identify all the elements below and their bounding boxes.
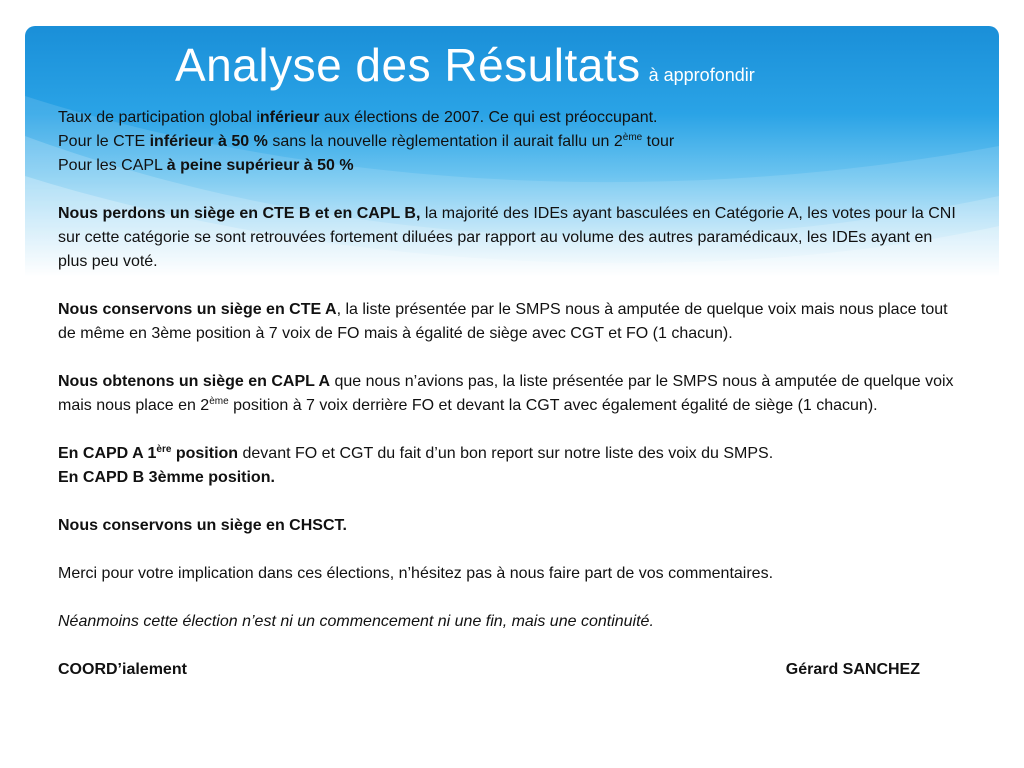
- signature: Gérard SANCHEZ: [785, 661, 920, 678]
- paragraph-chsct: Nous conservons un siège en CHSCT.: [58, 517, 347, 534]
- paragraph-losses: Nous perdons un siège en CTE B et en CAPL B, la majorité des IDEs ayant basculées en Catégorie A, les votes pour la CNI sur cette catégorie se sont retrouvées fortement diluées par rapport au volume des autres paramédicaux, les IDEs ayant en plus peu voté.: [58, 205, 956, 270]
- slide-body: [58, 106, 958, 682]
- paragraph-continuity: Néanmoins cette élection n’est ni un commencement ni une fin, mais une continuité.: [58, 613, 654, 630]
- slide-title: [175, 38, 755, 92]
- title-subtitle: à approfondir: [648, 65, 755, 85]
- paragraph-cte-a: Nous conservons un siège en CTE A, la liste présentée par le SMPS nous à amputée de quelque voix mais nous place tout de même en 3ème position à 7 voix de FO mais à égalité de siège avec CGT et FO (1 chacun).: [58, 301, 948, 342]
- participation-line: Taux de participation global inférieur aux élections de 2007. Ce qui est préoccupant.: [58, 109, 658, 126]
- paragraph-capd-a: En CAPD A 1ère position devant FO et CGT du fait d’un bon report sur notre liste des voix du SMPS.: [58, 444, 774, 462]
- signature-row: [58, 658, 920, 682]
- paragraph-capd-b: En CAPD B 3èmme position.: [58, 469, 275, 486]
- paragraph-thanks: Merci pour votre implication dans ces élections, n’hésitez pas à nous faire part de vos commentaires.: [58, 565, 774, 582]
- capl-line: Pour les CAPL à peine supérieur à 50 %: [58, 157, 354, 174]
- closing: COORD’ialement: [58, 661, 187, 678]
- cte-line: Pour le CTE inférieur à 50 % sans la nouvelle règlementation il aurait fallu un 2ème tour: [58, 132, 675, 150]
- title-main: Analyse des Résultats: [175, 39, 641, 91]
- paragraph-capl-a: Nous obtenons un siège en CAPL A que nous n’avions pas, la liste présentée par le SMPS nous à amputée de quelque voix mais nous place en 2ème position à 7 voix derrière FO et devant la CGT avec également égalité de siège (1 chacun).: [58, 373, 954, 414]
